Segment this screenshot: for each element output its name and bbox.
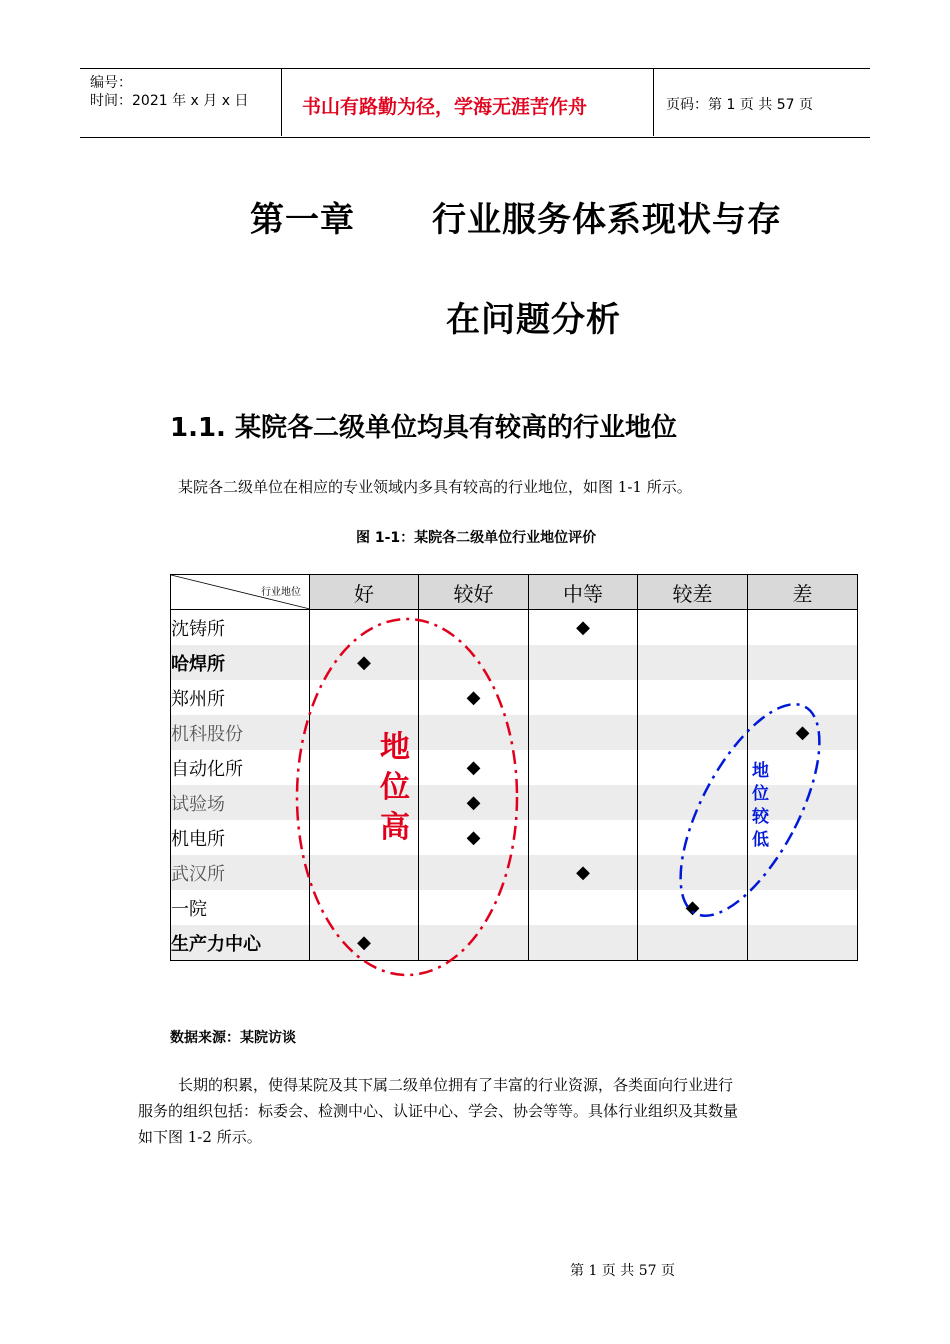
figure-caption: 图 1-1：某院各二级单位行业地位评价 (356, 530, 597, 546)
header-motto-cell (282, 68, 654, 136)
column-header: 差 (748, 575, 858, 610)
unit-name: 试验场 (171, 785, 310, 820)
page-footer: 第 1 页 共 57 页 (570, 1263, 675, 1279)
unit-name: 自动化所 (171, 750, 310, 785)
diamond-marker: ◆ (576, 862, 590, 883)
diamond-marker: ◆ (466, 687, 481, 708)
column-header: 较差 (638, 575, 748, 610)
unit-name: 机科股份 (171, 715, 310, 750)
unit-name: 一院 (171, 890, 310, 925)
table-header-row (171, 575, 858, 610)
diamond-marker: ◆ (357, 652, 371, 673)
unit-name: 郑州所 (171, 680, 310, 715)
header-page-number: 页码：第 1 页 共 57 页 (666, 97, 813, 113)
diamond-marker: ◆ (466, 827, 481, 848)
code-label: 编号： (90, 75, 132, 91)
chapter-title-line1: 第一章 行业服务体系现状与存 (250, 200, 783, 240)
section-intro: 某院各二级单位在相应的专业领域内多具有较高的行业地位，如图 1-1 所示。 (178, 478, 692, 496)
corner-label: 行业地位 (261, 587, 301, 598)
annotation-ellipses (280, 610, 860, 980)
diamond-marker: ◆ (466, 792, 481, 813)
diamond-marker: ◆ (357, 932, 371, 953)
column-header: 较好 (419, 575, 529, 610)
annotation-low: 地 位 较 低 (752, 761, 769, 850)
data-source: 数据来源：某院访谈 (170, 1030, 296, 1046)
column-header: 中等 (529, 575, 638, 610)
chapter-title-line2: 在问题分析 (446, 300, 621, 340)
diamond-marker: ◆ (576, 617, 590, 638)
unit-name: 生产力中心 (171, 925, 310, 961)
unit-name: 武汉所 (171, 855, 310, 890)
unit-name: 哈焊所 (171, 645, 310, 680)
header-meta (80, 68, 282, 136)
column-header: 好 (310, 575, 419, 610)
body-paragraph: 长期的积累，使得某院及其下属二级单位拥有了丰富的行业资源，各类面向行业进行 服务的组织包括：标委会、检测中心、认证中心、学会、协会等等。具体行业组织及其数量 如下图 1-2 所示。 (138, 1076, 739, 1146)
diamond-marker: ◆ (685, 897, 700, 918)
annotation-high: 地 位 高 (380, 730, 410, 845)
time-label: 时间：2021 年 x 月 x 日 (90, 93, 249, 109)
diamond-marker: ◆ (466, 757, 481, 778)
table-corner-cell (171, 575, 310, 610)
low-position-ellipse (653, 684, 848, 936)
unit-name: 沈铸所 (171, 610, 310, 646)
motto: 书山有路勤为径，学海无涯苦作舟 (302, 96, 588, 118)
section-title: 1.1. 某院各二级单位均具有较高的行业地位 (170, 413, 677, 443)
diamond-marker: ◆ (795, 722, 810, 743)
unit-name: 机电所 (171, 820, 310, 855)
